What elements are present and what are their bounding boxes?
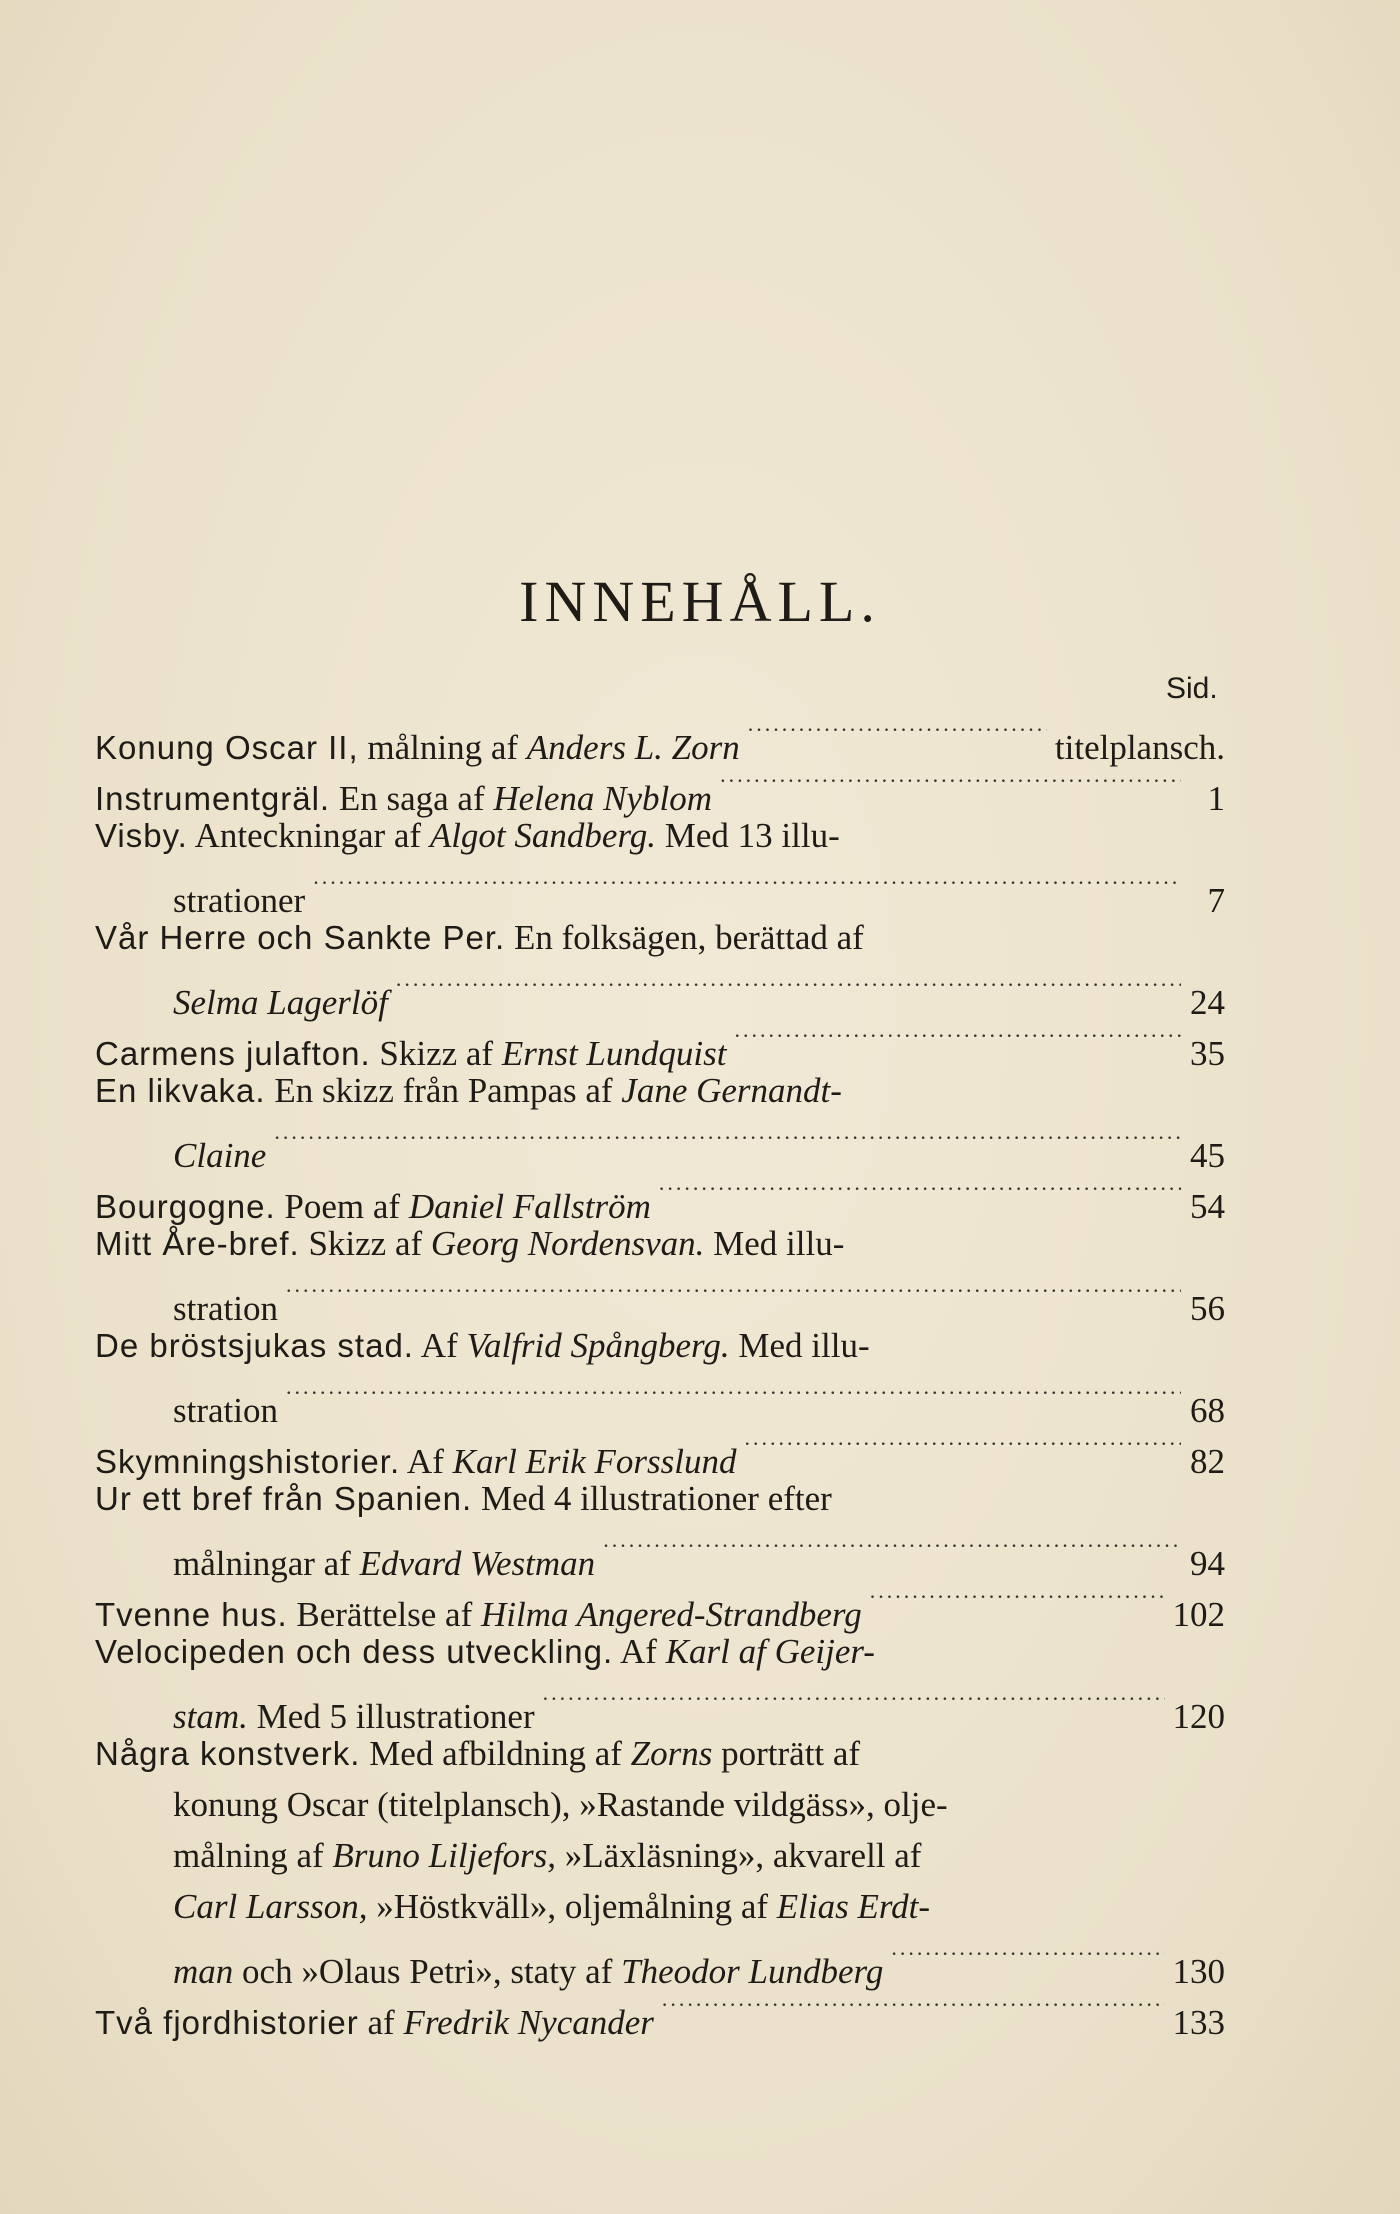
toc-entry-text: målning af [173, 1836, 333, 1875]
page-number: 133 [1172, 2003, 1225, 2042]
toc-line [95, 1422, 1225, 1481]
dot-leader [891, 1932, 1164, 1983]
toc-entry-text: En skizz från Pampas af [265, 1071, 622, 1110]
toc-entry-author: man [173, 1952, 234, 1991]
dot-leader [313, 861, 1181, 912]
toc-entry-heading: Några konstverk. [95, 1735, 361, 1772]
toc-line-text [95, 810, 840, 861]
page-number: 120 [1172, 1697, 1225, 1736]
dot-leader [659, 1167, 1181, 1218]
toc-entry-text: Med illu- [704, 1224, 845, 1263]
toc-entry [95, 759, 1225, 818]
toc-entry [95, 1473, 1225, 1583]
toc-line [95, 1371, 1225, 1430]
toc-line [95, 1218, 1225, 1269]
dot-leader [734, 1014, 1181, 1065]
toc-entry-text: konung Oscar (titelplansch), »Rastande vildgäss», olje- [173, 1785, 948, 1824]
toc-entry-heading: Vår Herre och Sankte Per. [95, 919, 506, 956]
toc-line [95, 1575, 1225, 1634]
toc-entry [95, 1422, 1225, 1481]
toc-line-text [95, 1626, 875, 1677]
toc-line-text [95, 1065, 842, 1116]
page-number: 54 [1190, 1187, 1225, 1226]
dot-leader [286, 1371, 1181, 1422]
toc-entry [95, 810, 1225, 920]
toc-entry-author: Claine [173, 1136, 267, 1175]
toc-line [95, 1065, 1225, 1116]
toc-entry-author: Karl af Geijer- [665, 1632, 875, 1671]
toc-entry [95, 1320, 1225, 1430]
toc-entry-heading: Två fjordhistorier [95, 2004, 359, 2041]
toc-entry [95, 1983, 1225, 2042]
toc-entry-text: stration [173, 1391, 278, 1430]
dot-leader [543, 1677, 1165, 1728]
dot-leader [603, 1524, 1181, 1575]
toc-entry-author: Anders L. Zorn [526, 728, 740, 767]
toc-entry [95, 1014, 1225, 1073]
toc-entry-heading: En likvaka. [95, 1072, 266, 1109]
page-number: 7 [1207, 881, 1225, 920]
toc-entry-author: Selma Lagerlöf [173, 983, 388, 1022]
toc-entry-author: Jane Gernandt- [621, 1071, 842, 1110]
dot-leader [720, 759, 1181, 810]
toc-entry-text: Berättelse af [287, 1595, 481, 1634]
toc-entry-text: Med 13 illu- [656, 816, 840, 855]
toc-entry-text: »Höstkväll», oljemålning af [367, 1887, 777, 1926]
toc-entry-author: stam. [173, 1697, 248, 1736]
page-number: 68 [1190, 1391, 1225, 1430]
toc-entry-text: och »Olaus Petri», staty af [233, 1952, 622, 1991]
toc-line [95, 1524, 1225, 1583]
toc-entry-text: Med 4 illustrationer efter [472, 1479, 832, 1518]
toc-line [95, 1320, 1225, 1371]
dot-leader [274, 1116, 1181, 1167]
page-number: titelplansch. [1054, 728, 1225, 767]
toc-entry-author: Fredrik Nycander [403, 2003, 654, 2042]
toc-entry-text: Med afbildning af [360, 1734, 631, 1773]
toc-entry [95, 912, 1225, 1022]
dot-leader [870, 1575, 1165, 1626]
toc-entry [95, 1626, 1225, 1736]
toc-entry-author: Ernst Lundquist [501, 1034, 727, 1073]
toc-line-text [95, 1997, 654, 2048]
toc-entry-author: Karl Erik Forsslund [452, 1442, 737, 1481]
toc-line [95, 861, 1225, 920]
toc-line-text [173, 1881, 930, 1932]
toc-line [95, 1269, 1225, 1328]
toc-entry-heading: Velocipeden och dess utveckling. [95, 1633, 614, 1670]
page-number: 45 [1190, 1136, 1225, 1175]
toc-entry-text: strationer [173, 881, 306, 920]
toc-entry-author: Daniel Fallström [408, 1187, 651, 1226]
toc-line [95, 1014, 1225, 1073]
toc-line [95, 1728, 1225, 1779]
toc-line-text [173, 1779, 948, 1830]
page-number: 35 [1190, 1034, 1225, 1073]
page-number: 82 [1190, 1442, 1225, 1481]
toc-entry [95, 1167, 1225, 1226]
toc-entry-heading: Konung Oscar II, [95, 729, 359, 766]
toc-entry-text: Med illu- [729, 1326, 870, 1365]
toc-line [95, 708, 1225, 767]
toc-entry-author: Helena Nyblom [493, 779, 713, 818]
toc-entry-author: Hilma Angered-Strandberg [481, 1595, 862, 1634]
toc-line-text [95, 1320, 870, 1371]
dot-leader [286, 1269, 1181, 1320]
toc-entry-heading: Visby. [95, 817, 188, 854]
toc-line [95, 1473, 1225, 1524]
toc-entry-text: af [358, 2003, 404, 2042]
toc-entry-author: Edvard Westman [359, 1544, 596, 1583]
toc-line-text [173, 1830, 921, 1881]
page-title: INNEHÅLL. [519, 569, 881, 634]
toc-line [95, 1983, 1225, 2042]
page-number: 1 [1207, 779, 1225, 818]
toc-entry-text: Poem af [275, 1187, 409, 1226]
toc-entry-text: Af [400, 1442, 453, 1481]
toc-line [95, 1167, 1225, 1226]
toc-entry-text: Skizz af [299, 1224, 431, 1263]
toc-line-text [95, 1473, 832, 1524]
toc-entry-text: En saga af [330, 779, 494, 818]
toc-line [95, 1626, 1225, 1677]
toc-entry-text: »Läxläsning», akvarell af [556, 1836, 922, 1875]
toc-entry-author: Valfrid Spångberg. [466, 1326, 730, 1365]
dot-leader [396, 963, 1181, 1014]
toc-entry [95, 1218, 1225, 1328]
toc-entry-text: Skizz af [370, 1034, 502, 1073]
toc-entry-heading: Carmens julafton. [95, 1035, 371, 1072]
toc-entry-text: målning af [358, 728, 527, 767]
toc-entry-text: Anteckningar af [187, 816, 430, 855]
toc-entry-author: Zorns [630, 1734, 713, 1773]
toc-entry-text: Af [613, 1632, 666, 1671]
toc-entry-author: Theodor Lundberg [621, 1952, 884, 1991]
toc-entry-text: stration [173, 1289, 278, 1328]
toc-line [95, 1116, 1225, 1175]
toc-entry-text: Af [413, 1326, 467, 1365]
toc-line [95, 1677, 1225, 1736]
page-number: 102 [1172, 1595, 1225, 1634]
toc-entry-author: Elias Erdt- [776, 1887, 931, 1926]
toc-entry-heading: Mitt Åre-bref. [95, 1225, 300, 1262]
toc-entry-heading: Tvenne hus. [95, 1596, 288, 1633]
toc-entry-text: En folksägen, berättad af [505, 918, 864, 957]
toc-entry-text: målningar af [173, 1544, 360, 1583]
toc-entry-heading: De bröstsjukas stad. [95, 1327, 414, 1364]
dot-leader [748, 708, 1047, 759]
toc-line [95, 759, 1225, 818]
toc-line [95, 1881, 1225, 1932]
toc-entry [95, 708, 1225, 767]
page-number: 24 [1190, 983, 1225, 1022]
toc-line [95, 963, 1225, 1022]
dot-leader [662, 1983, 1165, 2034]
toc-line [95, 1779, 1225, 1830]
toc-line-text [95, 912, 864, 963]
toc-entry-author: Algot Sandberg. [429, 816, 657, 855]
table-of-contents [95, 708, 1225, 2042]
toc-line-text [95, 1218, 844, 1269]
toc-line [95, 912, 1225, 963]
page-number: 94 [1190, 1544, 1225, 1583]
toc-entry-heading: Skymningshistorier. [95, 1443, 401, 1480]
toc-entry-author: Carl Larsson, [173, 1887, 368, 1926]
toc-entry-text: porträtt af [712, 1734, 861, 1773]
toc-entry-author: Georg Nordensvan. [430, 1224, 705, 1263]
dot-leader [745, 1422, 1181, 1473]
page-number: 130 [1172, 1952, 1225, 1991]
toc-entry-heading: Ur ett bref från Spanien. [95, 1480, 473, 1517]
toc-entry [95, 1728, 1225, 1991]
toc-entry [95, 1065, 1225, 1175]
toc-line [95, 810, 1225, 861]
toc-line [95, 1830, 1225, 1881]
toc-entry [95, 1575, 1225, 1634]
toc-entry-heading: Instrumentgräl. [95, 780, 331, 817]
page-number: 56 [1190, 1289, 1225, 1328]
toc-entry-text: Med 5 illustrationer [247, 1697, 535, 1736]
toc-line-text [95, 1728, 860, 1779]
page-column-label: Sid. [1166, 672, 1218, 705]
toc-line [95, 1932, 1225, 1991]
toc-entry-heading: Bourgogne. [95, 1188, 276, 1225]
toc-entry-author: Bruno Liljefors, [332, 1836, 557, 1875]
